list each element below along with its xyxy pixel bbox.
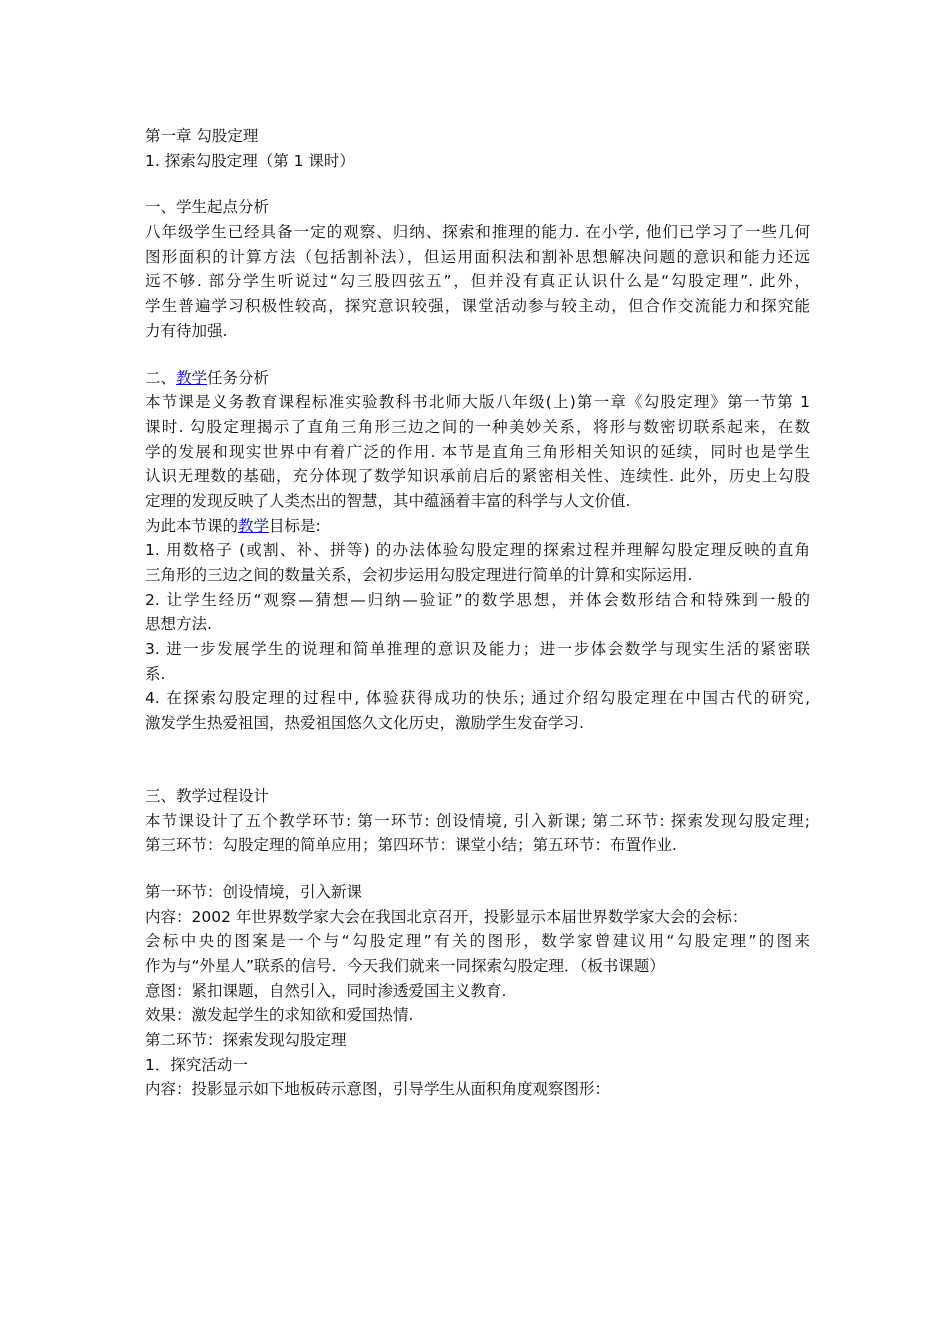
section1-line: 八年级学生已经具备一定的观察、归纳、探索和推理的能力. 在小学, 他们已学习了一些几何 (145, 223, 810, 242)
section1-heading: 一、学生起点分析 (145, 198, 270, 217)
section2-line: 课时. 勾股定理揭示了直角三角形三边之间的一种美妙关系，将形与数密切联系起来，在数 (145, 417, 810, 436)
teaching-link[interactable]: 教学 (238, 516, 270, 535)
goal-line: 激发学生热爱祖国，热爱祖国悠久文化历史，激励学生发奋学习. (145, 714, 584, 733)
section1-line: 力有待加强. (145, 321, 228, 340)
step2-content: 内容：投影显示如下地板砖示意图，引导学生从面积角度观察图形： (145, 1080, 611, 1099)
step1-line: 会标中央的图案是一个与“勾股定理”有关的图形，数学家曾建议用“勾股定理”的图来 (145, 932, 810, 951)
goal-line: 系. (145, 664, 166, 683)
step1-line: 效果：激发起学生的求知欲和爱国热情. (145, 1006, 414, 1025)
section1-line: 远不够. 部分学生听说过“勾三股四弦五”，但并没有真正认识什么是“勾股定理”. 此外， (145, 272, 810, 291)
spacer (145, 344, 810, 366)
section2-line: 认识无理数的基础，充分体现了数学知识承前启后的紧密相关性、连续性. 此外，历史上勾股 (145, 467, 810, 486)
chapter-title: 第一章 勾股定理 (145, 127, 259, 145)
step1-line: 作为与“外星人”联系的信号．今天我们就来一同探索勾股定理．（板书课题） (145, 956, 665, 975)
section2-line: 定理的发现反映了人类杰出的智慧，其中蕴涵着丰富的科学与人文价值. (145, 491, 631, 510)
section2-line: 本节课是义务教育课程标准实验教科书北师大版八年级(上)第一章《勾股定理》第一节第 1 (145, 393, 810, 412)
goal-line: 思想方法. (145, 615, 212, 634)
spacer (145, 173, 810, 195)
document-page (145, 124, 810, 1102)
spacer (145, 858, 810, 880)
goal-line: 3. 进一步发展学生的说理和简单推理的意识及能力；进一步体会数学与现实生活的紧密联 (145, 640, 810, 659)
section1-line: 学生普遍学习积极性较高，探究意识较强，课堂活动参与较主动，但合作交流能力和探究能 (145, 297, 810, 316)
teaching-link[interactable]: 教学 (176, 368, 208, 387)
section3-line: 本节课设计了五个教学环节: 第一环节: 创设情境, 引入新课; 第二环节: 探索发现勾股定理; (145, 811, 810, 830)
step1-line: 内容：2002 年世界数学家大会在我国北京召开，投影显示本届世界数学家大会的会标： (145, 907, 748, 926)
step2-heading: 第二环节：探索发现勾股定理 (145, 1031, 347, 1049)
section3-line: 第三环节：勾股定理的简单应用；第四环节：课堂小结；第五环节：布置作业. (145, 836, 677, 855)
goal-line: 4. 在探索勾股定理的过程中, 体验获得成功的快乐; 通过介绍勾股定理在中国古代的研究, (145, 689, 810, 708)
section2-heading-prefix: 二、 (145, 368, 177, 387)
section1-line: 图形面积的计算方法（包括割补法），但运用面积法和割补思想解决问题的意识和能力还远 (145, 247, 810, 266)
goal-line: 三角形的三边之间的数量关系，会初步运用勾股定理进行简单的计算和实际运用. (145, 566, 693, 584)
goal-line: 2. 让学生经历“观察—猜想—归纳—验证”的数学思想，并体会数形结合和特殊到一般的 (145, 590, 810, 609)
section2-heading-suffix: 任务分析 (207, 368, 270, 387)
spacer (145, 736, 810, 784)
section3-heading: 三、教学过程设计 (145, 786, 270, 805)
step1-line: 意图：紧扣课题，自然引入，同时渗透爱国主义教育. (145, 981, 507, 1000)
lesson-title: 1. 探索勾股定理（第 1 课时） (145, 151, 355, 170)
section2-heading (145, 366, 810, 391)
goals-intro-prefix: 为此本节课的 (145, 516, 239, 535)
section2-line: 学的发展和现实世界中有着广泛的作用. 本节是直角三角形相关知识的延续，同时也是学生 (145, 442, 810, 461)
step1-heading: 第一环节：创设情境，引入新课 (145, 882, 363, 901)
goals-intro (145, 514, 810, 539)
goals-intro-suffix: 目标是: (269, 516, 321, 535)
goal-line: 1. 用数格子 (或割、补、拼等) 的办法体验勾股定理的探索过程并理解勾股定理反映的直角 (145, 541, 810, 560)
step2-activity: 1．探究活动一 (145, 1055, 248, 1074)
